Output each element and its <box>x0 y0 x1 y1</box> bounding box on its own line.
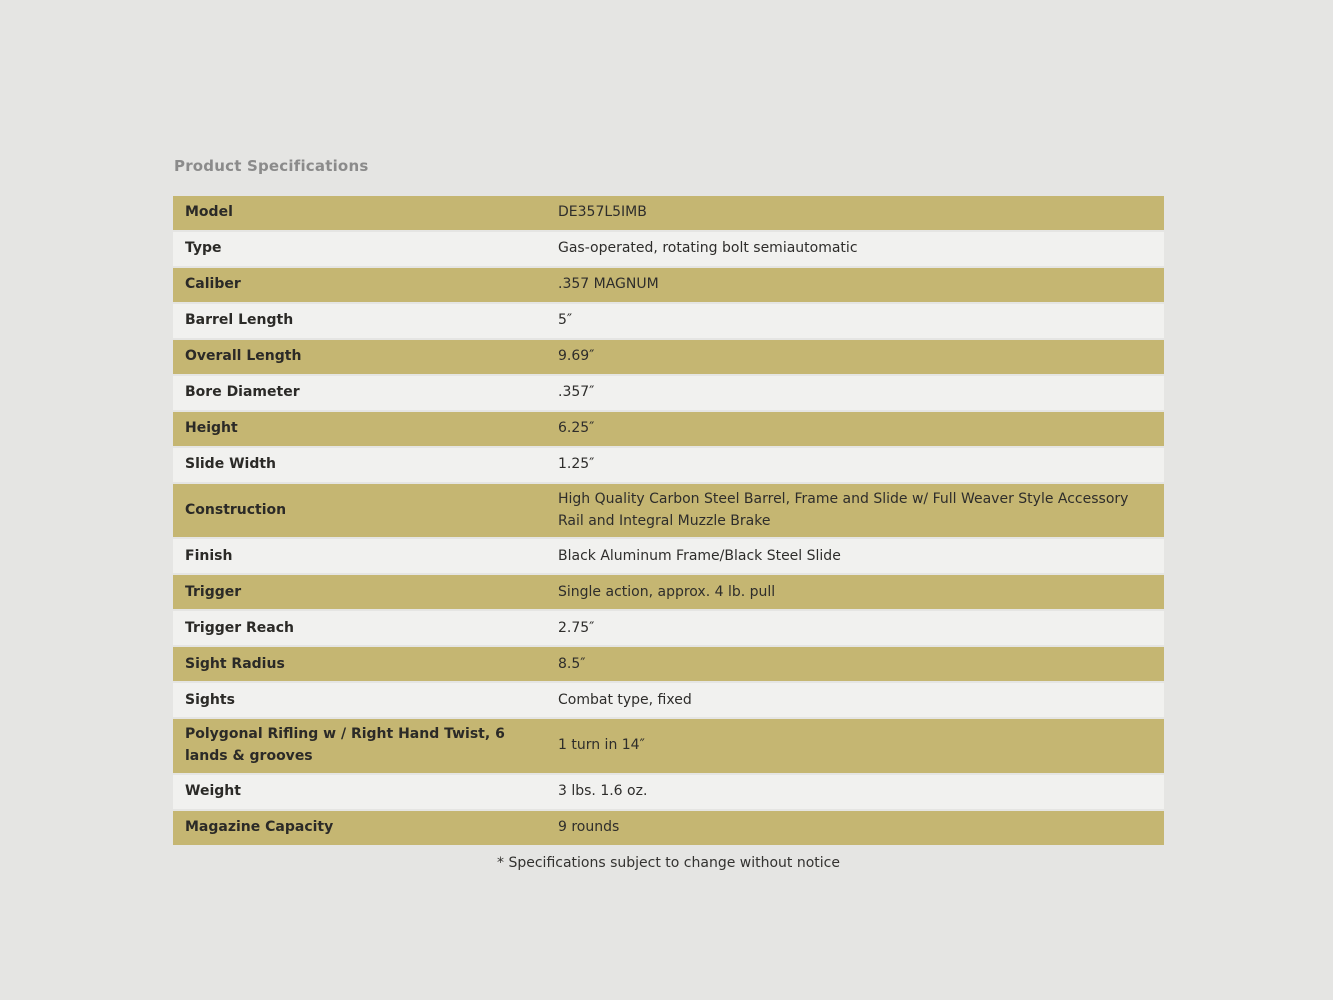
spec-label: Barrel Length <box>185 312 294 329</box>
spec-value: High Quality Carbon Steel Barrel, Frame and Slide w/ Full Weaver Style Accessory Rail and Integral Muzzle Brake <box>558 491 1129 529</box>
spec-value: 2.75″ <box>558 619 595 636</box>
spec-label: Overall Length <box>185 348 302 365</box>
spec-value: Single action, approx. 4 lb. pull <box>558 583 776 600</box>
spec-row <box>173 304 1164 338</box>
spec-row <box>173 775 1164 809</box>
spec-value: 9.69″ <box>558 348 595 365</box>
spec-label: Height <box>185 420 238 437</box>
spec-label: Sight Radius <box>185 655 285 672</box>
spec-label: Magazine Capacity <box>185 818 334 835</box>
spec-value: 6.25″ <box>558 420 595 437</box>
spec-table <box>173 196 1164 845</box>
spec-row <box>173 719 1164 772</box>
spec-value: 8.5″ <box>558 655 586 672</box>
spec-row <box>173 412 1164 446</box>
spec-value: 1.25″ <box>558 456 595 473</box>
spec-label: Polygonal Rifling w / Right Hand Twist, 6 lands & grooves <box>185 726 505 765</box>
spec-row <box>173 539 1164 573</box>
spec-row <box>173 268 1164 302</box>
spec-row <box>173 575 1164 609</box>
spec-label: Sights <box>185 691 235 708</box>
spec-row <box>173 232 1164 266</box>
spec-value: Gas-operated, rotating bolt semiautomatic <box>558 240 858 257</box>
spec-row <box>173 196 1164 230</box>
spec-row <box>173 484 1164 537</box>
spec-row <box>173 611 1164 645</box>
spec-value: .357 MAGNUM <box>558 276 659 293</box>
spec-label: Trigger Reach <box>185 619 295 636</box>
spec-label: Model <box>185 204 233 221</box>
spec-value: DE357L5IMB <box>558 204 647 221</box>
section-title: Product Specifications <box>174 157 369 175</box>
spec-value: 5″ <box>558 312 573 329</box>
spec-row <box>173 647 1164 681</box>
spec-value: Black Aluminum Frame/Black Steel Slide <box>558 547 841 564</box>
spec-row <box>173 683 1164 717</box>
spec-label: Bore Diameter <box>185 384 300 401</box>
spec-value: 1 turn in 14″ <box>558 737 645 754</box>
spec-label: Finish <box>185 547 233 564</box>
spec-row <box>173 448 1164 482</box>
spec-footnote: * Specifications subject to change without notice <box>497 854 840 871</box>
spec-value: Combat type, fixed <box>558 691 692 708</box>
spec-label: Slide Width <box>185 456 276 473</box>
spec-label: Weight <box>185 782 241 799</box>
spec-value: 9 rounds <box>558 818 620 835</box>
spec-label: Trigger <box>185 583 242 600</box>
spec-label: Construction <box>185 501 287 518</box>
product-specifications-section <box>173 157 1164 871</box>
spec-value: .357″ <box>558 384 595 401</box>
spec-row <box>173 811 1164 845</box>
spec-label: Caliber <box>185 276 241 293</box>
spec-value: 3 lbs. 1.6 oz. <box>558 782 648 799</box>
spec-row <box>173 376 1164 410</box>
spec-label: Type <box>185 240 222 257</box>
spec-row <box>173 340 1164 374</box>
